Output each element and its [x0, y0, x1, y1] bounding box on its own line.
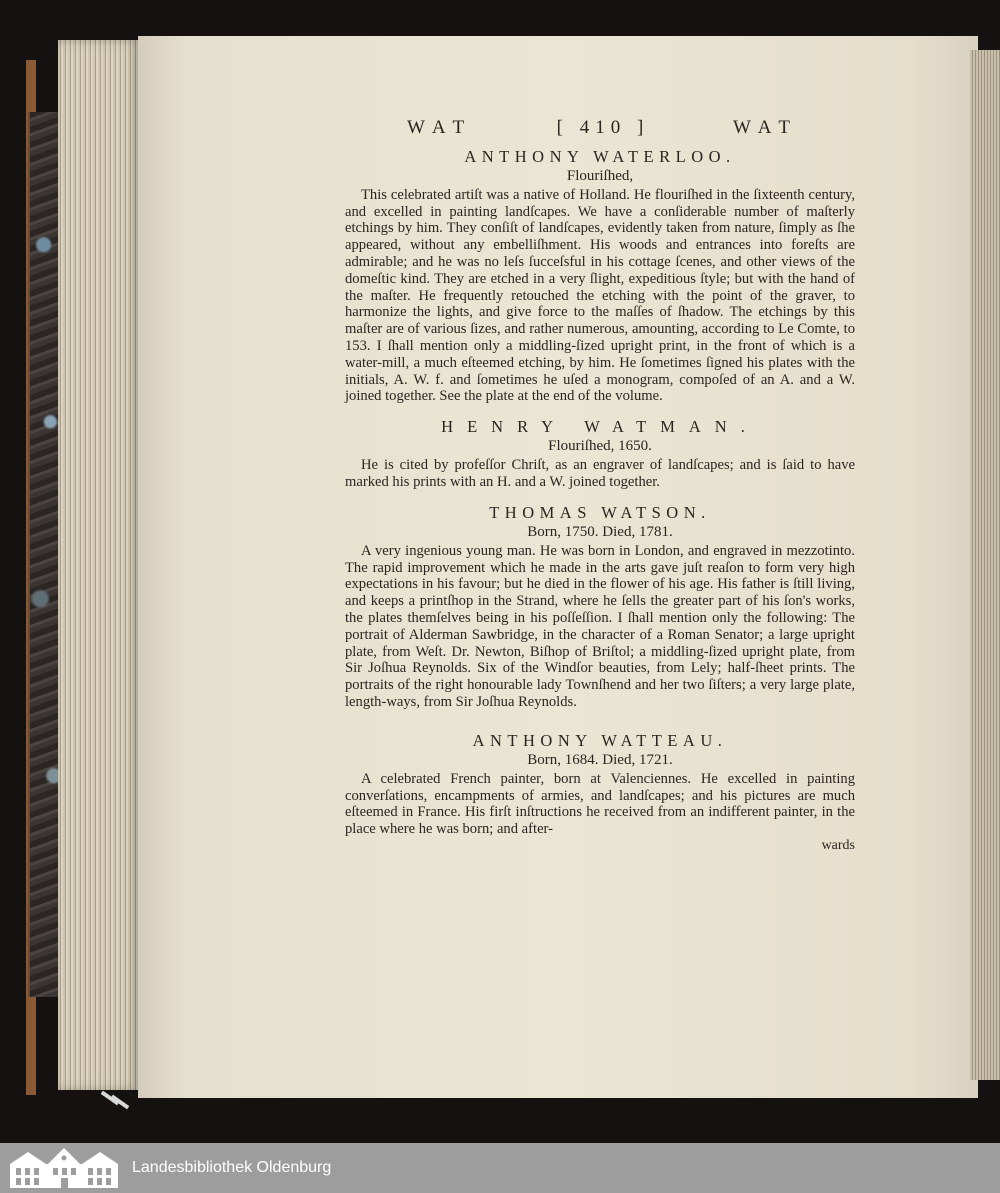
entry-text: He is cited by profeſſor Chriſt, as an engraver of landſcapes; and is ſaid to have marked his prints with an H. and a W. joined together. — [345, 457, 855, 490]
entry-watteau — [345, 731, 855, 838]
running-header — [407, 117, 799, 138]
page-text — [345, 117, 855, 854]
header-right: WAT — [732, 117, 799, 138]
entry-text: A very ingenious young man. He was born in London, and engraved in mezzotinto. The rapid improvement which he made in the arts gave juſt reaſon to form very high expectations in his favour; but he died in the flower of his age. His father is ſtill living, and keeps a printſhop in the Strand, where he ſells the greater part of his ſon's works, the plates themſelves being in his poſſeſſion. I ſhall mention only the following: The portrait of Alderman Sawbridge, in the character of a Roman Senator; a large upright plate, from Weſt. Dr. Newton, Biſhop of Briſtol; a middling-ſized upright plate, from Sir Joſhua Reynolds. Six of the Windſor beauties, from Lely; half-ſheet prints. The portraits of the right honourable lady Townſhend and her two ſiſters; a very large plate, length-ways, from Sir Joſhua Reynolds. — [345, 542, 855, 710]
entry-watman — [345, 417, 855, 491]
library-name: Landesbibliothek Oldenburg — [132, 1159, 332, 1176]
right-page-edges — [970, 50, 1000, 1080]
library-footer — [0, 1143, 1000, 1193]
entry-name: ANTHONY WATTEAU. — [472, 730, 728, 750]
bookmark-ribbon — [98, 1090, 132, 1112]
catchword: wards — [821, 837, 855, 853]
entry-name: HENRY WATMAN. — [441, 417, 759, 437]
entry-dates: Born, 1750. Died, 1781. — [527, 523, 673, 540]
header-left: WAT — [407, 117, 474, 138]
entry-dates: Flouriſhed, — [566, 167, 634, 184]
entry-text: This celebrated artiſt was a native of Holland. He flouriſhed in the ſixteenth century, and excelled in painting landſcapes. We have a conſiderable number of maſterly etchings by him. They conſiſt of landſcapes, evidently taken from nature, ſimply as ſhe appeared, without any embelliſhment. His woods and entrances into foreſts are admirable; and he was no leſs ſucceſsful in his cottage ſcenes, and other views of the domeſtic kind. They are etched in a very ſlight, expeditious ſtyle; but with the hand of the maſter. He frequently retouched the etching with the point of the graver, to harmonize the lights, and give force to the maſſes of ſhadow. The etchings by this maſter are of various ſizes, and rather numerous, amounting, according to Le Comte, to 153. I ſhall mention only a middling-ſized upright print, in the front of which is a water-mill, a much eſteemed etching, by him. He ſometimes ſigned his plates with the initials, A. W. f. and ſometimes he uſed a monogram, compoſed of an A. and a W. joined together. See the plate at the end of the volume. — [345, 186, 855, 405]
entry-watson — [345, 503, 855, 711]
entry-dates: Born, 1684. Died, 1721. — [527, 751, 673, 768]
entry-dates: Flouriſhed, 1650. — [548, 438, 652, 455]
page-stack-edges — [58, 40, 140, 1090]
entry-waterloo — [345, 147, 855, 405]
entry-text: A celebrated French painter, born at Valenciennes. He excelled in painting converſations, encampments of armies, and landſcapes; and his pictures are much eſteemed in France. His firſt inſtructions he received from an indifferent painter, in the place where he was born; and after- — [345, 770, 855, 838]
library-building-icon — [8, 1146, 120, 1190]
page-number: [ 410 ] — [556, 117, 650, 138]
entry-name: THOMAS WATSON. — [489, 502, 711, 522]
entry-name: ANTHONY WATERLOO. — [464, 146, 736, 166]
